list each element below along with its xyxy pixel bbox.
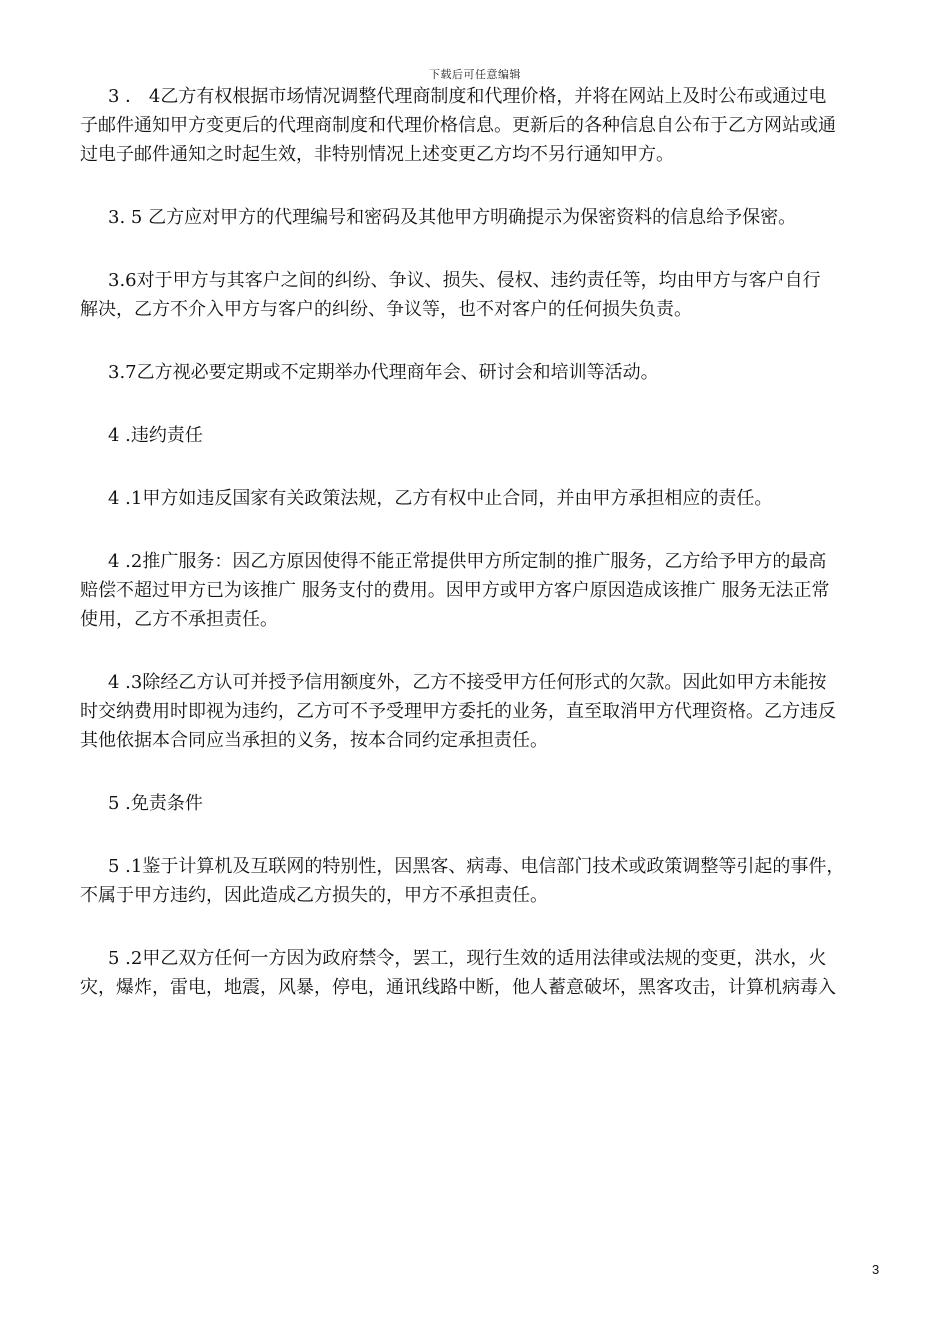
clause-3-6 [80, 266, 875, 324]
clause-line: 4 .1甲方如违反国家有关政策法规，乙方有权中止合同，并由甲方承担相应的责任。 [108, 488, 773, 509]
section-4-heading [80, 421, 875, 450]
clause-4-3 [80, 668, 875, 755]
clause-line: 赔偿不超过甲方已为该推广 服务支付的费用。因甲方或甲方客户原因造成该推广 服务无法正常 [80, 580, 830, 601]
document-body [80, 82, 875, 1036]
clause-line: 解决，乙方不介入甲方与客户的纠纷、争议等，也不对客户的任何损失负责。 [80, 299, 692, 320]
clause-line: 5 .1鉴于计算机及互联网的特别性，因黑客、病毒、电信部门技术或政策调整等引起的事件， [108, 856, 845, 877]
clause-line: 3. 5 乙方应对甲方的代理编号和密码及其他甲方明确提示为保密资料的信息给予保密。 [108, 207, 797, 228]
clause-line: 4 .3除经乙方认可并授予信用额度外，乙方不接受甲方任何形式的欠款。因此如甲方未能按 [108, 672, 827, 693]
clause-line: 5 .2甲乙双方任何一方因为政府禁令，罢工，现行生效的适用法律或法规的变更，洪水，火 [108, 948, 827, 969]
page-header: 下载后可任意编辑 [429, 68, 521, 81]
clause-line: 3.7乙方视必要定期或不定期举办代理商年会、研讨会和培训等活动。 [108, 362, 659, 383]
section-5-heading [80, 789, 875, 818]
clause-line: 灾，爆炸，雷电，地震，风暴，停电，通讯线路中断，他人蓄意破坏，黑客攻击，计算机病毒入 [80, 977, 836, 998]
page-number: 3 [872, 1262, 880, 1277]
clause-line: 其他依据本合同应当承担的义务，按本合同约定承担责任。 [80, 730, 548, 751]
clause-3-5 [80, 203, 875, 232]
clause-4-2 [80, 547, 875, 634]
clause-3-4 [80, 82, 875, 169]
clause-line: 不属于甲方违约，因此造成乙方损失的，甲方不承担责任。 [80, 885, 548, 906]
clause-line: 3 ． 4乙方有权根据市场情况调整代理商制度和代理价格，并将在网站上及时公布或通过电 [108, 86, 827, 107]
clause-line: 3.6对于甲方与其客户之间的纠纷、争议、损失、侵权、违约责任等，均由甲方与客户自行 [108, 270, 821, 291]
clause-5-1 [80, 852, 875, 910]
clause-line: 子邮件通知甲方变更后的代理商制度和代理价格信息。更新后的各种信息自公布于乙方网站或通 [80, 115, 836, 136]
clause-line: 4 .2推广服务：因乙方原因使得不能正常提供甲方所定制的推广服务，乙方给予甲方的最高 [108, 551, 827, 572]
clause-5-2 [80, 944, 875, 1002]
clause-line: 使用，乙方不承担责任。 [80, 609, 278, 630]
clause-4-1 [80, 484, 875, 513]
section-heading: 5 .免责条件 [108, 793, 203, 814]
clause-line: 时交纳费用时即视为违约，乙方可不予受理甲方委托的业务，直至取消甲方代理资格。乙方违反 [80, 701, 836, 722]
section-heading: 4 .违约责任 [108, 425, 203, 446]
clause-3-7 [80, 358, 875, 387]
clause-line: 过电子邮件通知之时起生效，非特别情况上述变更乙方均不另行通知甲方。 [80, 144, 674, 165]
